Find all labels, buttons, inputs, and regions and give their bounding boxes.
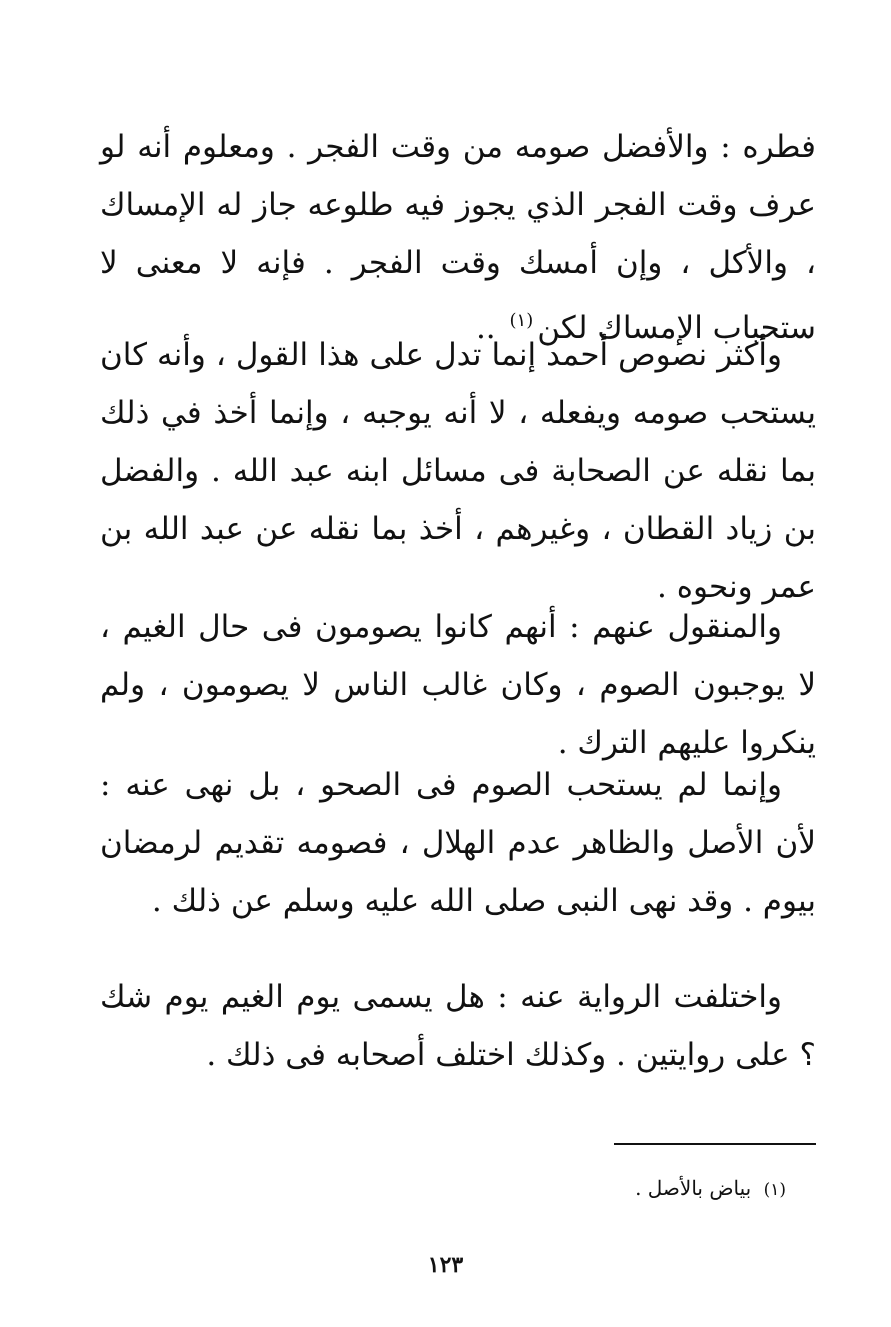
- page-number: ١٢٣: [427, 1252, 464, 1278]
- paragraph-4: [100, 756, 816, 930]
- paragraph-1: [100, 118, 816, 357]
- footnote-divider: [614, 1143, 816, 1145]
- paragraph-1-text: فطره : والأفضل صومه من وقت الفجر . ومعلوم أنه لو عرف وقت الفجر الذي يجوز فيه طلوعه جاز له الإمساك ، والأكل ، وإن أمسك وقت الفجر . فإنه لا معنى لا ستحباب الإمساك لكن: [100, 129, 816, 346]
- footnote: [500, 1168, 786, 1210]
- paragraph-5: [100, 968, 816, 1084]
- footnote-reference: (١): [509, 310, 534, 331]
- paragraph-2-text: وأكثر نصوص أحمد إنما تدل على هذا القول ، وأنه كان يستحب صومه ويفعله ، لا أنه يوجبه ، وإنما أخذ في ذلك بما نقله عن الصحابة فى مسائل ابنه عبد الله . والفضل بن زياد القطان ، وغيرهم ، أخذ بما نقله عن عبد الله بن عمر ونحوه .: [100, 337, 816, 605]
- paragraph-3: [100, 598, 816, 772]
- paragraph-2: [100, 326, 816, 616]
- paragraph-1-tail: ..: [475, 310, 506, 346]
- footnote-number: (١): [763, 1180, 786, 1200]
- paragraph-5-text: واختلفت الرواية عنه : هل يسمى يوم الغيم يوم شك ؟ على روايتين . وكذلك اختلف أصحابه فى ذلك .: [100, 979, 816, 1073]
- footnote-text: بياض بالأصل .: [635, 1176, 752, 1200]
- paragraph-3-text: والمنقول عنهم : أنهم كانوا يصومون فى حال الغيم ، لا يوجبون الصوم ، وكان غالب الناس لا يصومون ، ولم ينكروا عليهم الترك .: [100, 609, 816, 761]
- paragraph-4-text: وإنما لم يستحب الصوم فى الصحو ، بل نهى عنه : لأن الأصل والظاهر عدم الهلال ، فصومه تقديم لرمضان بيوم . وقد نهى النبى صلى الله عليه وسلم عن ذلك .: [100, 767, 816, 919]
